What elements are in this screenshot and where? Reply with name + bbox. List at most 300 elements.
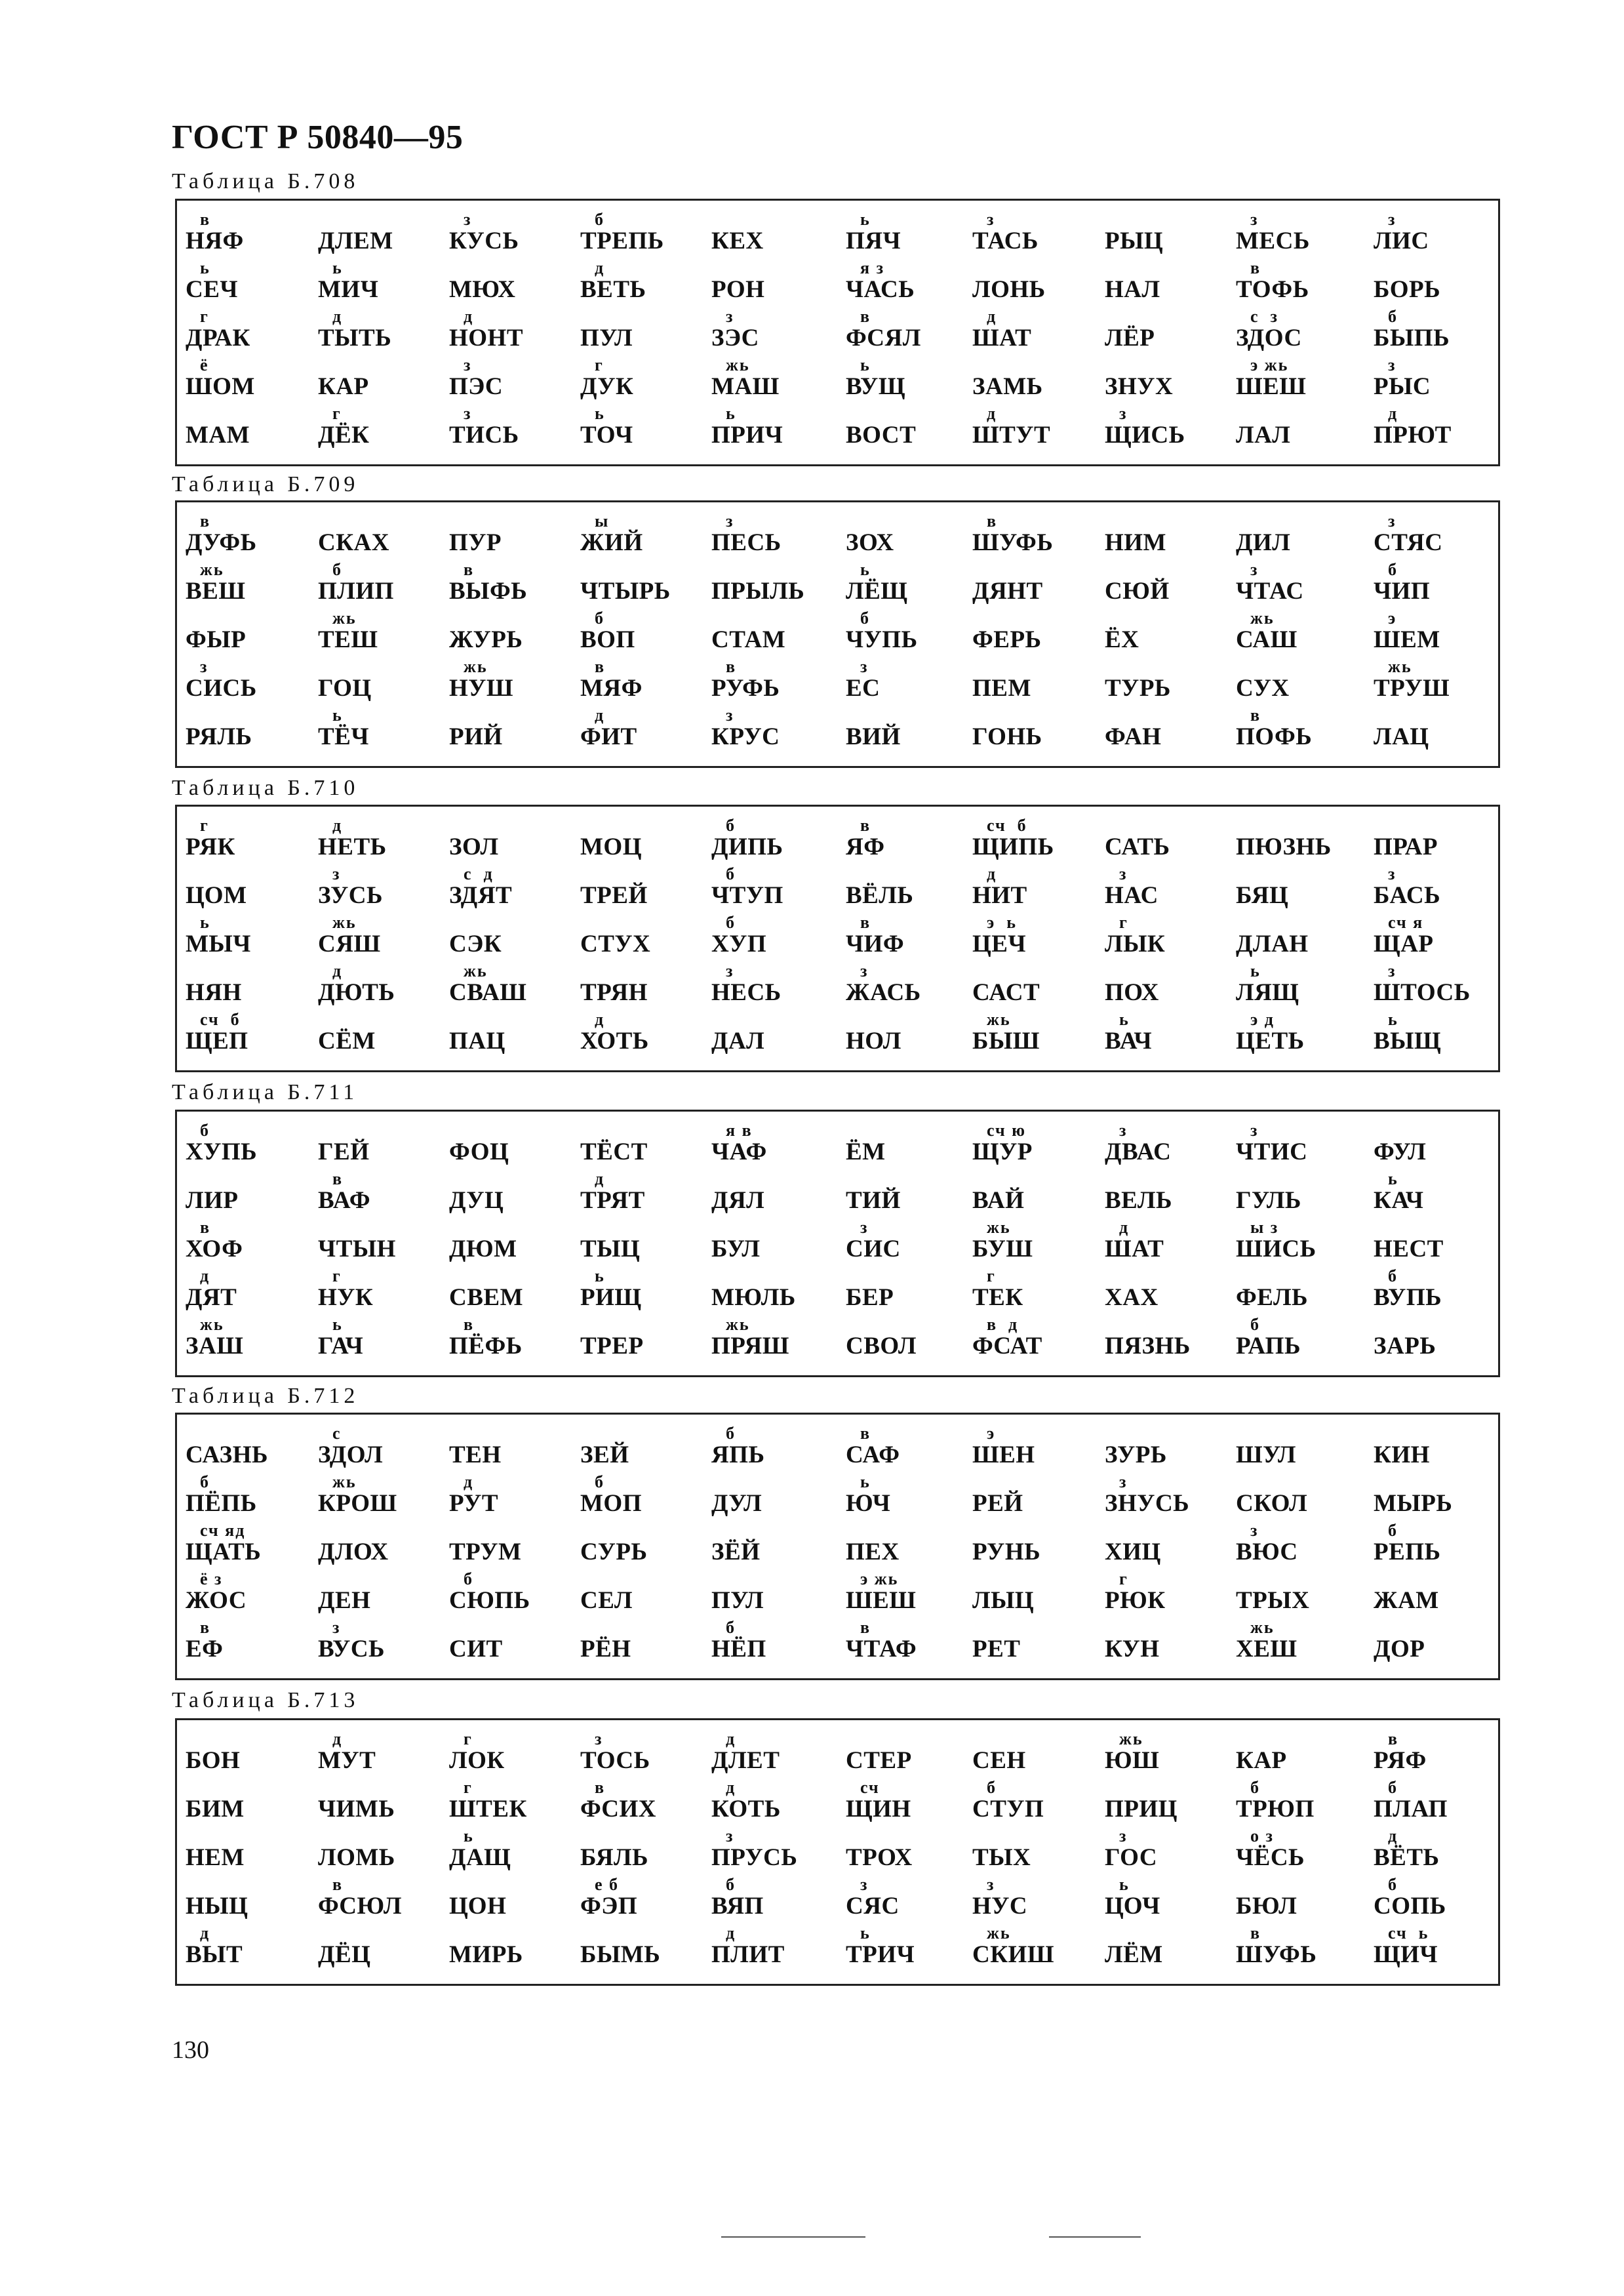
table-cell bbox=[1374, 560, 1505, 613]
table-cell bbox=[580, 609, 711, 662]
table-cell bbox=[1105, 1319, 1236, 1368]
table-cell bbox=[1374, 1573, 1505, 1622]
table-cell bbox=[186, 355, 317, 409]
annotation-mark: з bbox=[1119, 1472, 1128, 1491]
annotation-mark: д bbox=[200, 1923, 210, 1943]
table-row bbox=[177, 1121, 1498, 1174]
annotation-mark: з bbox=[1388, 355, 1396, 374]
table-cell bbox=[1374, 913, 1505, 966]
syllable-word: ЩИН bbox=[846, 1796, 911, 1823]
table-cell bbox=[186, 307, 317, 360]
syllable-word: ЦОМ bbox=[186, 882, 247, 909]
annotation-mark: з bbox=[1388, 864, 1396, 883]
table-row bbox=[177, 864, 1498, 917]
annotation-mark: в bbox=[1388, 1729, 1399, 1748]
table-cell bbox=[972, 1875, 1103, 1928]
syllable-word: ЛОНЬ bbox=[972, 276, 1046, 303]
syllable-word: СУХ bbox=[1236, 675, 1290, 702]
syllable-word: ЗЕЙ bbox=[580, 1441, 629, 1468]
table-cell bbox=[846, 355, 977, 409]
word-table bbox=[175, 1110, 1500, 1377]
syllable-word: КУН bbox=[1105, 1636, 1160, 1662]
syllable-word: ЗАРЬ bbox=[1374, 1333, 1436, 1359]
syllable-word: ЛОМЬ bbox=[318, 1844, 395, 1871]
table-cell bbox=[449, 1315, 580, 1368]
annotation-mark: з bbox=[1388, 210, 1396, 229]
table-cell bbox=[318, 1782, 449, 1831]
syllable-word: СУРЬ bbox=[580, 1539, 648, 1565]
table-cell bbox=[1236, 1121, 1367, 1174]
table-cell bbox=[972, 1266, 1103, 1319]
syllable-word: МИРЬ bbox=[449, 1941, 523, 1968]
syllable-word: СИС bbox=[846, 1236, 901, 1262]
annotation-mark: г bbox=[464, 1778, 473, 1797]
syllable-word: ВЁЛЬ bbox=[846, 882, 914, 909]
syllable-word: СЁМ bbox=[318, 1028, 376, 1055]
annotation-mark: з bbox=[726, 1826, 734, 1845]
syllable-word: РИЩ bbox=[580, 1284, 642, 1311]
syllable-word: ДИЛ bbox=[1236, 529, 1291, 556]
table-cell bbox=[449, 961, 580, 1015]
annotation-mark: г bbox=[464, 1729, 473, 1748]
table-cell bbox=[186, 657, 317, 710]
annotation-mark: э жь bbox=[860, 1569, 899, 1588]
table-cell bbox=[1236, 515, 1367, 565]
table-cell bbox=[1105, 515, 1236, 565]
annotation-mark: сч я bbox=[1388, 913, 1424, 932]
syllable-word: БЫМЬ bbox=[580, 1941, 661, 1968]
table-cell bbox=[580, 1622, 711, 1671]
syllable-word: НИТ bbox=[972, 882, 1027, 909]
annotation-mark: ь bbox=[860, 1472, 871, 1491]
table-cell bbox=[186, 1315, 317, 1368]
table-cell bbox=[186, 1266, 317, 1319]
syllable-word: РЯЛЬ bbox=[186, 723, 252, 750]
syllable-word: ХОТЬ bbox=[580, 1028, 649, 1055]
table-cell bbox=[186, 1428, 317, 1477]
table-cell bbox=[1105, 1472, 1236, 1525]
table-cell bbox=[449, 820, 580, 869]
annotation-mark: б bbox=[1250, 1778, 1260, 1797]
syllable-word: ДЮТЬ bbox=[318, 979, 395, 1006]
table-cell bbox=[711, 1875, 842, 1928]
annotation-mark: жь bbox=[1119, 1729, 1143, 1748]
table-cell bbox=[846, 868, 977, 917]
table-cell bbox=[318, 1014, 449, 1063]
annotation-mark: з bbox=[726, 706, 734, 725]
annotation-mark: д bbox=[464, 1472, 474, 1491]
table-cell bbox=[1105, 613, 1236, 662]
table-cell bbox=[580, 564, 711, 613]
annotation-mark: ь bbox=[200, 258, 210, 277]
table-cell bbox=[449, 1173, 580, 1222]
table-row bbox=[177, 1923, 1498, 1977]
annotation-mark: о з bbox=[1250, 1826, 1274, 1845]
table-cell bbox=[449, 1729, 580, 1782]
syllable-word: ЛЫК bbox=[1105, 931, 1166, 957]
syllable-word: РЮК bbox=[1105, 1587, 1166, 1614]
syllable-word: САСТ bbox=[972, 979, 1040, 1006]
syllable-word: ВУПЬ bbox=[1374, 1284, 1442, 1311]
table-cell bbox=[1236, 917, 1367, 966]
syllable-word: НЯФ bbox=[186, 228, 244, 254]
annotation-mark: ё bbox=[200, 355, 209, 374]
annotation-mark: з bbox=[1250, 560, 1259, 579]
syllable-word: ВЮС bbox=[1236, 1539, 1298, 1565]
table-cell bbox=[1105, 1826, 1236, 1880]
syllable-word: ДУФЬ bbox=[186, 529, 257, 556]
table-cell bbox=[1374, 1622, 1505, 1671]
table-cell bbox=[1105, 311, 1236, 360]
table-row bbox=[177, 706, 1498, 759]
annotation-mark: з bbox=[987, 210, 995, 229]
syllable-word: ПУЛ bbox=[711, 1587, 764, 1614]
syllable-word: ТЕК bbox=[972, 1284, 1023, 1311]
table-cell bbox=[711, 355, 842, 409]
table-row bbox=[177, 512, 1498, 565]
annotation-mark: г bbox=[332, 404, 342, 423]
syllable-word: ДОР bbox=[1374, 1636, 1425, 1662]
syllable-word: РИЙ bbox=[449, 723, 503, 750]
table-cell bbox=[186, 1618, 317, 1671]
table-cell bbox=[1236, 307, 1367, 360]
annotation-mark: в bbox=[200, 1618, 211, 1637]
table-row bbox=[177, 609, 1498, 662]
table-cell bbox=[1236, 706, 1367, 759]
syllable-word: ФСАТ bbox=[972, 1333, 1042, 1359]
annotation-mark: ь bbox=[1119, 1010, 1130, 1029]
table-cell bbox=[1374, 1428, 1505, 1477]
annotation-mark: жь bbox=[332, 1472, 357, 1491]
table-cell bbox=[1374, 820, 1505, 869]
syllable-word: СЕЛ bbox=[580, 1587, 633, 1614]
word-table bbox=[175, 1413, 1500, 1680]
syllable-word: СИТ bbox=[449, 1636, 503, 1662]
table-cell bbox=[186, 1879, 317, 1928]
table-cell bbox=[318, 307, 449, 360]
table-cell bbox=[186, 1010, 317, 1063]
syllable-word: ЖАМ bbox=[1374, 1587, 1439, 1614]
table-cell bbox=[972, 965, 1103, 1015]
table-cell bbox=[846, 1525, 977, 1574]
table-row bbox=[177, 1569, 1498, 1622]
annotation-mark: д bbox=[1388, 1826, 1398, 1845]
table-cell bbox=[449, 262, 580, 312]
syllable-word: БУЛ bbox=[711, 1236, 761, 1262]
syllable-word: ВУСЬ bbox=[318, 1636, 386, 1662]
annotation-mark: з bbox=[726, 512, 734, 531]
syllable-word: ШТОСЬ bbox=[1374, 979, 1471, 1006]
syllable-word: ВЕЛЬ bbox=[1105, 1187, 1172, 1214]
annotation-mark: з bbox=[987, 1875, 995, 1894]
syllable-word: КРУС bbox=[711, 723, 780, 750]
table-cell bbox=[318, 609, 449, 662]
table-cell bbox=[1374, 262, 1505, 312]
syllable-word: СТУП bbox=[972, 1796, 1044, 1823]
syllable-word: ХУП bbox=[711, 931, 767, 957]
syllable-word: РУФЬ bbox=[711, 675, 780, 702]
syllable-word: РЫЦ bbox=[1105, 228, 1164, 254]
table-cell bbox=[1236, 1618, 1367, 1671]
annotation-mark: жь bbox=[464, 961, 488, 980]
syllable-word: ШОМ bbox=[186, 373, 255, 400]
table-cell bbox=[318, 1525, 449, 1574]
table-cell bbox=[1105, 214, 1236, 263]
table-cell bbox=[1105, 913, 1236, 966]
syllable-word: НЁП bbox=[711, 1636, 766, 1662]
syllable-word: ДЯНТ bbox=[972, 578, 1043, 605]
annotation-mark: б bbox=[595, 1472, 604, 1491]
table-cell bbox=[1236, 661, 1367, 710]
syllable-word: НЕСЬ bbox=[711, 979, 782, 1006]
syllable-word: ШЕШ bbox=[1236, 373, 1307, 400]
syllable-word: МЮЛЬ bbox=[711, 1284, 796, 1311]
annotation-mark: сч bbox=[860, 1778, 880, 1797]
table-cell bbox=[846, 816, 977, 869]
table-cell bbox=[711, 1525, 842, 1574]
table-cell bbox=[972, 262, 1103, 312]
table-cell bbox=[1374, 1319, 1505, 1368]
table-cell bbox=[318, 1927, 449, 1977]
annotation-mark: э bbox=[987, 1424, 996, 1443]
table-cell bbox=[580, 1830, 711, 1880]
table-cell bbox=[711, 864, 842, 917]
table-title: Таблица Б.709 bbox=[172, 472, 359, 496]
annotation-mark: б bbox=[860, 609, 870, 628]
syllable-word: ЮШ bbox=[1105, 1747, 1160, 1774]
table-row bbox=[177, 1875, 1498, 1928]
table-cell bbox=[449, 710, 580, 759]
syllable-word: РЯК bbox=[186, 834, 235, 860]
table-cell bbox=[186, 816, 317, 869]
syllable-word: РУТ bbox=[449, 1490, 499, 1517]
table-cell bbox=[449, 1927, 580, 1977]
table-cell bbox=[972, 1622, 1103, 1671]
table-cell bbox=[846, 961, 977, 1015]
syllable-word: НОНТ bbox=[449, 325, 524, 352]
table-cell bbox=[846, 1569, 977, 1622]
syllable-word: ВЫТ bbox=[186, 1941, 243, 1968]
syllable-word: МАМ bbox=[186, 422, 250, 449]
syllable-word: ВОСТ bbox=[846, 422, 917, 449]
syllable-word: ПРЯШ bbox=[711, 1333, 789, 1359]
annotation-mark: б bbox=[464, 1569, 473, 1588]
syllable-word: ПОХ bbox=[1105, 979, 1159, 1006]
annotation-mark: в bbox=[200, 512, 211, 531]
syllable-word: ГОЦ bbox=[318, 675, 372, 702]
table-cell bbox=[449, 355, 580, 409]
table-cell bbox=[1236, 1521, 1367, 1574]
table-row bbox=[177, 1218, 1498, 1271]
syllable-word: ШИСЬ bbox=[1236, 1236, 1317, 1262]
table-cell bbox=[318, 404, 449, 457]
annotation-mark: ь bbox=[860, 1923, 871, 1943]
table-cell bbox=[580, 1927, 711, 1977]
syllable-word: БЯЦ bbox=[1236, 882, 1289, 909]
document-header: ГОСТ Р 50840—95 bbox=[172, 119, 464, 156]
table-cell bbox=[846, 515, 977, 565]
table-row bbox=[177, 961, 1498, 1015]
table-cell bbox=[580, 512, 711, 565]
table-row bbox=[177, 1169, 1498, 1222]
table-cell bbox=[711, 1573, 842, 1622]
table-cell bbox=[318, 1830, 449, 1880]
table-cell bbox=[318, 1169, 449, 1222]
table-cell bbox=[449, 864, 580, 917]
table-cell bbox=[1105, 1875, 1236, 1928]
annotation-mark: з bbox=[726, 307, 734, 326]
table-cell bbox=[580, 965, 711, 1015]
annotation-mark: э ь bbox=[987, 913, 1017, 932]
table-cell bbox=[846, 1733, 977, 1782]
syllable-word: ФАН bbox=[1105, 723, 1162, 750]
syllable-word: ДУЦ bbox=[449, 1187, 504, 1214]
syllable-word: МЫРЬ bbox=[1374, 1490, 1453, 1517]
table-cell bbox=[1236, 609, 1367, 662]
table-cell bbox=[318, 913, 449, 966]
syllable-word: СТАМ bbox=[711, 626, 786, 653]
syllable-word: ТРЕЙ bbox=[580, 882, 648, 909]
table-cell bbox=[449, 1525, 580, 1574]
table-cell bbox=[449, 657, 580, 710]
annotation-mark: ь bbox=[332, 1315, 343, 1334]
syllable-word: ГОС bbox=[1105, 1844, 1158, 1871]
table-cell bbox=[186, 1173, 317, 1222]
page-number: 130 bbox=[172, 2036, 209, 2064]
syllable-word: БЮЛ bbox=[1236, 1893, 1297, 1920]
table-row bbox=[177, 1266, 1498, 1319]
table-cell bbox=[1236, 1428, 1367, 1477]
syllable-word: ТРЕПЬ bbox=[580, 228, 664, 254]
table-cell bbox=[580, 917, 711, 966]
table-cell bbox=[1236, 1476, 1367, 1525]
syllable-word: ЧИМЬ bbox=[318, 1796, 395, 1823]
table-cell bbox=[846, 258, 977, 312]
table-cell bbox=[186, 408, 317, 457]
annotation-mark: я в bbox=[726, 1121, 753, 1140]
annotation-mark: б bbox=[726, 913, 736, 932]
table-cell bbox=[1236, 961, 1367, 1015]
table-row bbox=[177, 657, 1498, 710]
syllable-word: БЫПЬ bbox=[1374, 325, 1450, 352]
syllable-word: БЯЛЬ bbox=[580, 1844, 648, 1871]
table-row bbox=[177, 1472, 1498, 1525]
table-cell bbox=[1236, 1778, 1367, 1831]
syllable-word: СЯШ bbox=[318, 931, 381, 957]
syllable-word: САФ bbox=[846, 1441, 900, 1468]
table-title: Таблица Б.708 bbox=[172, 169, 359, 193]
table-cell bbox=[580, 868, 711, 917]
annotation-mark: з bbox=[1250, 1521, 1259, 1540]
annotation-mark: э bbox=[1388, 609, 1397, 628]
table-cell bbox=[580, 1778, 711, 1831]
table-cell bbox=[846, 1173, 977, 1222]
syllable-word: ТАСЬ bbox=[972, 228, 1039, 254]
annotation-mark: д bbox=[332, 816, 343, 835]
table-cell bbox=[449, 1778, 580, 1831]
annotation-mark: жь bbox=[332, 609, 357, 628]
syllable-word: ДАЩ bbox=[449, 1844, 511, 1871]
annotation-mark: б bbox=[595, 609, 604, 628]
syllable-word: КЕХ bbox=[711, 228, 764, 254]
table-cell bbox=[580, 355, 711, 409]
syllable-word: ПЕХ bbox=[846, 1539, 900, 1565]
syllable-word: ЕС bbox=[846, 675, 881, 702]
syllable-word: ЩИПЬ bbox=[972, 834, 1054, 860]
table-cell bbox=[1105, 710, 1236, 759]
table-cell bbox=[972, 404, 1103, 457]
syllable-word: ДРАК bbox=[186, 325, 250, 352]
syllable-word: СВЕМ bbox=[449, 1284, 523, 1311]
table-cell bbox=[580, 1125, 711, 1174]
table-cell bbox=[318, 706, 449, 759]
table-cell bbox=[846, 1270, 977, 1319]
table-cell bbox=[186, 1733, 317, 1782]
syllable-word: ЦОН bbox=[449, 1893, 507, 1920]
annotation-mark: с з bbox=[1250, 307, 1278, 326]
syllable-word: ЧТЫН bbox=[318, 1236, 396, 1262]
syllable-word: СЮЙ bbox=[1105, 578, 1170, 605]
syllable-word: МАШ bbox=[711, 373, 780, 400]
syllable-word: ХИЦ bbox=[1105, 1539, 1161, 1565]
syllable-word: ФОЦ bbox=[449, 1138, 509, 1165]
table-cell bbox=[580, 1875, 711, 1928]
syllable-word: ДЛЕТ bbox=[711, 1747, 780, 1774]
table-cell bbox=[1236, 560, 1367, 613]
table-cell bbox=[449, 1428, 580, 1477]
syllable-word: ЗУРЬ bbox=[1105, 1441, 1167, 1468]
annotation-mark: э жь bbox=[1250, 355, 1289, 374]
syllable-word: КУСЬ bbox=[449, 228, 519, 254]
syllable-word: БУШ bbox=[972, 1236, 1033, 1262]
table-cell bbox=[318, 515, 449, 565]
syllable-word: СТУХ bbox=[580, 931, 651, 957]
syllable-word: ЩАТЬ bbox=[186, 1539, 262, 1565]
syllable-word: ДЯТ bbox=[186, 1284, 237, 1311]
syllable-word: ЗОХ bbox=[846, 529, 894, 556]
syllable-word: НЫЦ bbox=[186, 1893, 248, 1920]
syllable-word: НЯН bbox=[186, 979, 242, 1006]
annotation-mark: з bbox=[860, 657, 869, 676]
syllable-word: ТОСЬ bbox=[580, 1747, 650, 1774]
table-cell bbox=[449, 613, 580, 662]
syllable-word: СТЕР bbox=[846, 1747, 912, 1774]
annotation-mark: ы з bbox=[1250, 1218, 1279, 1237]
syllable-word: ФСЯЛ bbox=[846, 325, 921, 352]
table-cell bbox=[580, 1428, 711, 1477]
table-cell bbox=[449, 1622, 580, 1671]
syllable-word: ШТЕК bbox=[449, 1796, 527, 1823]
syllable-word: РАПЬ bbox=[1236, 1333, 1301, 1359]
annotation-mark: жь bbox=[1250, 1618, 1275, 1637]
table-cell bbox=[186, 965, 317, 1015]
annotation-mark: в bbox=[726, 657, 737, 676]
syllable-word: ВЁТЬ bbox=[1374, 1844, 1440, 1871]
syllable-word: МЫЧ bbox=[186, 931, 251, 957]
annotation-mark: э д bbox=[1250, 1010, 1275, 1029]
table-cell bbox=[449, 560, 580, 613]
annotation-mark: б bbox=[726, 1424, 736, 1443]
table-cell bbox=[186, 1830, 317, 1880]
syllable-word: ГОНЬ bbox=[972, 723, 1042, 750]
annotation-mark: с д bbox=[464, 864, 494, 883]
annotation-mark: б bbox=[987, 1778, 997, 1797]
annotation-mark: б bbox=[726, 864, 736, 883]
annotation-mark: ь bbox=[1388, 1169, 1398, 1188]
table-cell bbox=[1374, 1826, 1505, 1880]
syllable-word: РЫС bbox=[1374, 373, 1431, 400]
annotation-mark: д bbox=[332, 307, 343, 326]
